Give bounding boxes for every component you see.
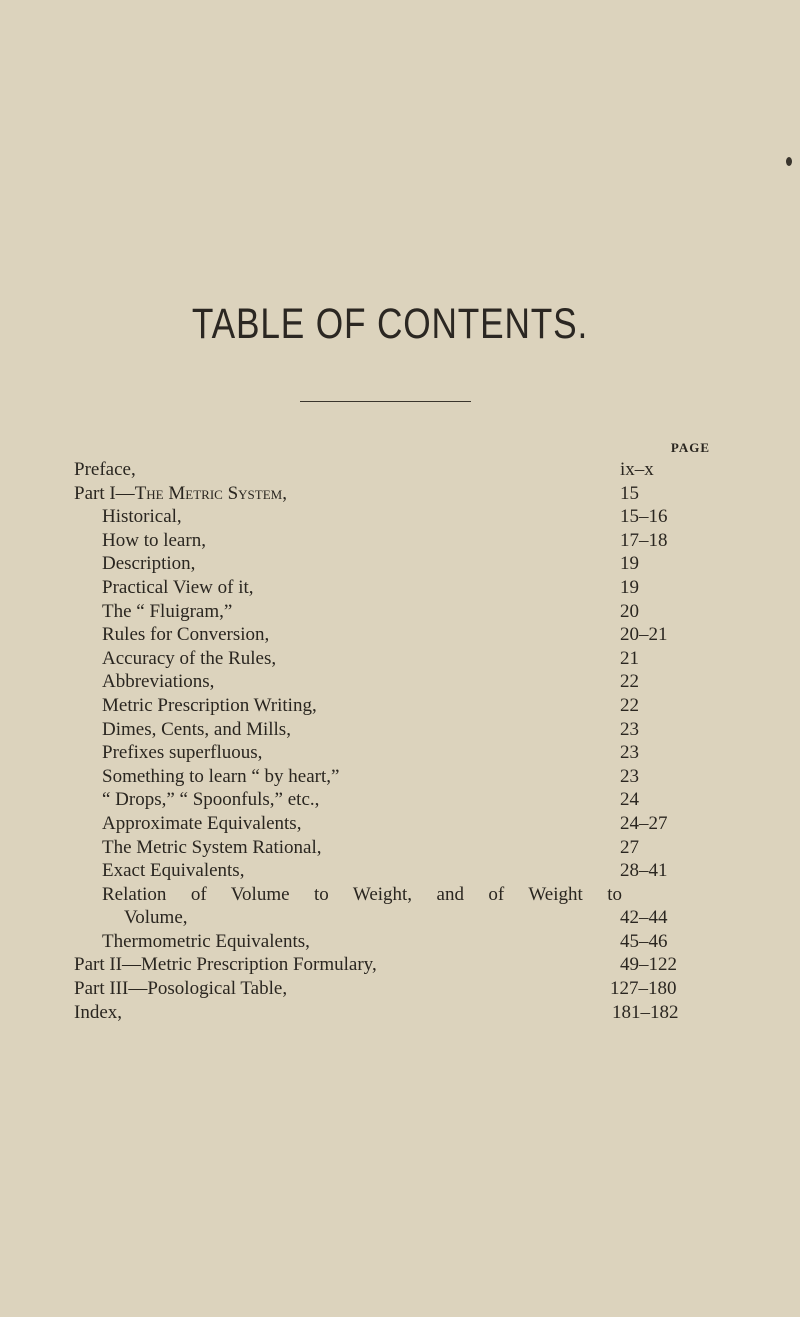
- toc-entry-page: 127–180: [610, 978, 677, 1000]
- table-of-contents: [74, 458, 710, 1024]
- toc-entry-description: [74, 552, 710, 576]
- toc-entry-page: 27: [620, 836, 639, 858]
- toc-entry-page: 17–18: [620, 529, 668, 551]
- toc-entry-title: Prefixes superfluous,: [74, 741, 262, 765]
- toc-entry-title: Index,: [74, 1001, 123, 1023]
- toc-entry-part-2: [74, 953, 710, 977]
- toc-entry-accuracy: [74, 647, 710, 671]
- toc-entry-page: 19: [620, 576, 639, 598]
- paper-speck: [786, 157, 792, 166]
- toc-entry-title-prefix: Part I—: [74, 482, 135, 504]
- toc-entry-page: 22: [620, 694, 639, 716]
- toc-entry-page: ix–x: [620, 459, 654, 480]
- toc-entry-page: 20–21: [620, 624, 668, 646]
- toc-entry-approximate-equivalents: [74, 812, 710, 836]
- toc-entry-title: Practical View of it,: [74, 576, 254, 600]
- toc-entry-title: How to learn,: [74, 529, 206, 553]
- toc-entry-prescription-writing: [74, 694, 710, 718]
- toc-entry-by-heart: [74, 765, 710, 789]
- toc-entry-drops-spoonfuls: [74, 788, 710, 812]
- toc-entry-rules-for-conversion: [74, 623, 710, 647]
- toc-entry-page: 28–41: [620, 860, 668, 882]
- toc-entry-page: 15: [620, 482, 639, 504]
- toc-entry-title: The Metric System Rational,: [74, 836, 322, 860]
- toc-entry-title: “ Drops,” “ Spoonfuls,” etc.,: [74, 788, 319, 812]
- toc-entry-page: 42–44: [620, 907, 668, 929]
- toc-entry-page: 23: [620, 765, 639, 787]
- toc-entry-volume-weight: [74, 906, 710, 930]
- toc-entry-page: 20: [620, 600, 639, 622]
- toc-entry-title: Part II—Metric Prescription Formulary,: [74, 954, 377, 976]
- toc-entry-title: Description,: [74, 552, 195, 576]
- toc-entry-page: 21: [620, 647, 639, 669]
- toc-entry-page: 49–122: [620, 954, 677, 976]
- toc-entry-index: [74, 1001, 710, 1025]
- toc-entry-page: 23: [620, 718, 639, 740]
- page-column-header: PAGE: [670, 440, 710, 455]
- toc-entry-title-wrapped: Relation of Volume to Weight, and of Weight to: [102, 883, 622, 905]
- toc-entry-title: Rules for Conversion,: [74, 623, 269, 647]
- toc-entry-page: 15–16: [620, 506, 668, 528]
- toc-entry-title-smallcaps: The Metric System,: [134, 482, 287, 504]
- toc-entry-page: 181–182: [612, 1001, 679, 1023]
- toc-entry-page: 24–27: [620, 812, 668, 834]
- toc-entry-preface: [74, 458, 710, 482]
- toc-entry-volume-weight-line-1: [74, 883, 710, 907]
- toc-entry-page: 45–46: [620, 930, 668, 952]
- toc-entry-title: The “ Fluigram,”: [74, 600, 232, 624]
- toc-entry-title: Something to learn “ by heart,”: [74, 765, 339, 789]
- toc-entry-page: 23: [620, 742, 639, 764]
- toc-entry-part-1: [74, 482, 710, 506]
- toc-entry-historical: [74, 505, 710, 529]
- toc-entry-part-3: [74, 977, 710, 1001]
- toc-entry-title: Metric Prescription Writing,: [74, 694, 317, 718]
- page-title: TABLE OF CONTENTS.: [191, 300, 589, 348]
- toc-entry-title: Exact Equivalents,: [74, 859, 244, 883]
- toc-entry-title: Dimes, Cents, and Mills,: [74, 718, 291, 742]
- toc-entry-title: Abbreviations,: [74, 670, 214, 694]
- toc-entry-abbreviations: [74, 670, 710, 694]
- toc-entry-thermometric: [74, 930, 710, 954]
- toc-entry-title: Accuracy of the Rules,: [74, 647, 276, 671]
- toc-entry-title: Volume,: [74, 906, 188, 930]
- toc-entry-title: Preface,: [74, 459, 136, 480]
- toc-entry-title: Part III—Posological Table,: [74, 978, 288, 1000]
- toc-entry-page: 22: [620, 671, 639, 693]
- toc-entry-practical-view: [74, 576, 710, 600]
- toc-entry-system-rational: [74, 836, 710, 860]
- toc-entry-page: 19: [620, 553, 639, 575]
- toc-entry-title: Approximate Equivalents,: [74, 812, 301, 836]
- toc-entry-page: 24: [620, 789, 639, 811]
- toc-entry-exact-equivalents: [74, 859, 710, 883]
- toc-entry-fluigram: [74, 600, 710, 624]
- title-rule: [300, 401, 471, 402]
- toc-entry-prefixes: [74, 741, 710, 765]
- toc-entry-title: [74, 482, 287, 506]
- toc-entry-how-to-learn: [74, 529, 710, 553]
- toc-entry-title: Historical,: [74, 505, 182, 529]
- toc-entry-dimes-cents-mills: [74, 718, 710, 742]
- toc-entry-title: Thermometric Equivalents,: [74, 930, 310, 954]
